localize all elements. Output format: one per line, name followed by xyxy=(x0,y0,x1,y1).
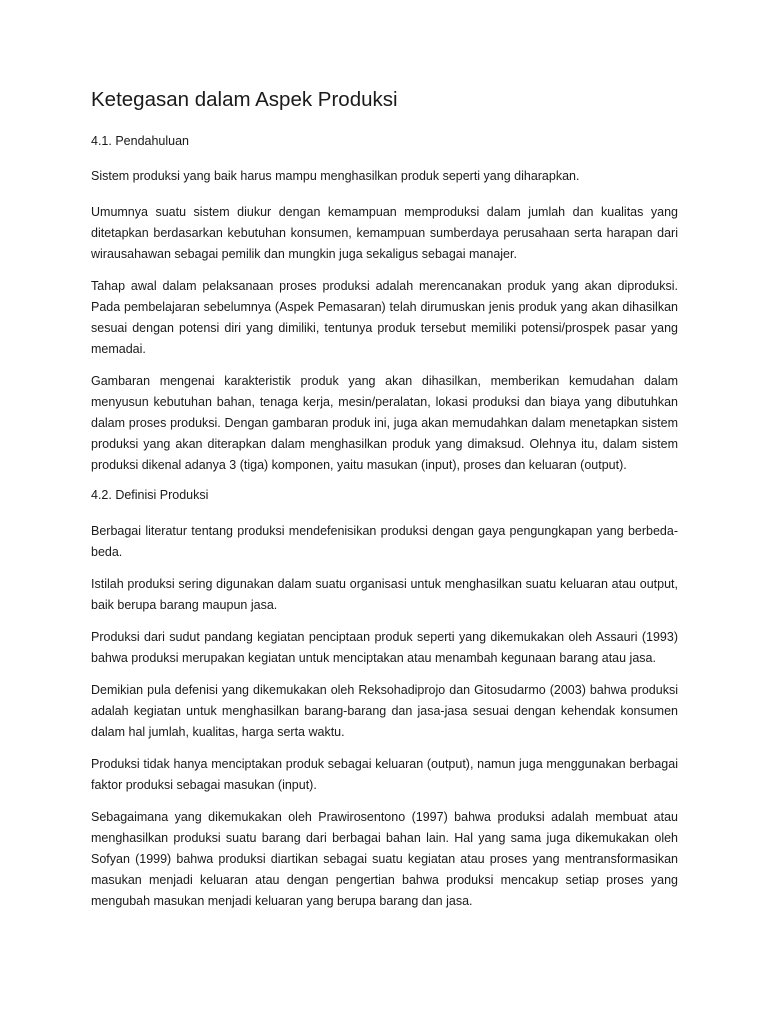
paragraph: Tahap awal dalam pelaksanaan proses produksi adalah merencanakan produk yang akan diproduksi. Pada pembelajaran sebelumnya (Aspek Pemasaran) telah dirumuskan jenis produk yang akan dihasilkan sesuai dengan potensi diri yang dimiliki, tentunya produk tersebut memiliki potensi/prospek pasar yang memadai. xyxy=(91,279,678,357)
paragraph: Istilah produksi sering digunakan dalam suatu organisasi untuk menghasilkan suatu keluaran atau output, baik berupa barang maupun jasa. xyxy=(91,576,678,612)
paragraph: Produksi dari sudut pandang kegiatan penciptaan produk seperti yang dikemukakan oleh Assauri (1993) bahwa produksi merupakan kegiatan untuk menciptakan atau menambah kegunaan barang atau jasa. xyxy=(91,629,678,665)
section-heading: 4.2. Definisi Produksi xyxy=(91,488,209,503)
section-heading: 4.1. Pendahuluan xyxy=(91,133,190,148)
paragraph: Sebagaimana yang dikemukakan oleh Prawirosentono (1997) bahwa produksi adalah membuat atau menghasilkan produksi suatu barang dari berbagai bahan lain. Hal yang sama juga dikemukakan oleh Sofyan (1999) bahwa produksi diartikan sebagai suatu kegiatan atau proses yang mentransformasikan masukan menjadi keluaran atau dengan pengertian bahwa produksi mencakup setiap proses yang mengubah masukan menjadi keluaran yang berupa barang dan jasa. xyxy=(91,809,678,908)
section-pendahuluan xyxy=(91,133,678,477)
paragraph: Gambaran mengenai karakteristik produk yang akan dihasilkan, memberikan kemudahan dalam menyusun kebutuhan bahan, tenaga kerja, mesin/peralatan, lokasi produksi dan biaya yang dibutuhkan dalam proses produksi. Dengan gambaran produk ini, juga akan memudahkan dalam menetapkan sistem produksi yang akan diterapkan dalam menghasilkan produk yang dimaksud. Olehnya itu, dalam sistem produksi dikenal adanya 3 (tiga) komponen, yaitu masukan (input), proses dan keluaran (output). xyxy=(91,374,678,473)
document-title: Ketegasan dalam Aspek Produksi xyxy=(91,88,398,111)
paragraph: Produksi tidak hanya menciptakan produk sebagai keluaran (output), namun juga menggunakan berbagai faktor produksi sebagai masukan (input). xyxy=(91,756,678,792)
document-page xyxy=(91,88,678,923)
paragraph: Berbagai literatur tentang produksi mendefenisikan produksi dengan gaya pengungkapan yang berbeda-beda. xyxy=(91,523,678,559)
paragraph: Sistem produksi yang baik harus mampu menghasilkan produk seperti yang diharapkan. xyxy=(91,169,580,184)
paragraph: Demikian pula defenisi yang dikemukakan oleh Reksohadiprojo dan Gitosudarmo (2003) bahwa produksi adalah kegiatan untuk menghasilkan barang-barang dan jasa-jasa sesuai dengan kehendak konsumen dalam hal jumlah, kualitas, harga serta waktu. xyxy=(91,682,678,739)
paragraph: Umumnya suatu sistem diukur dengan kemampuan memproduksi dalam jumlah dan kualitas yang ditetapkan berdasarkan kebutuhan konsumen, kemampuan sumberdaya perusahaan serta harapan dari wirausahawan sebagai pemilik dan mungkin juga sekaligus sebagai manajer. xyxy=(91,205,678,262)
section-definisi-produksi xyxy=(91,487,678,912)
